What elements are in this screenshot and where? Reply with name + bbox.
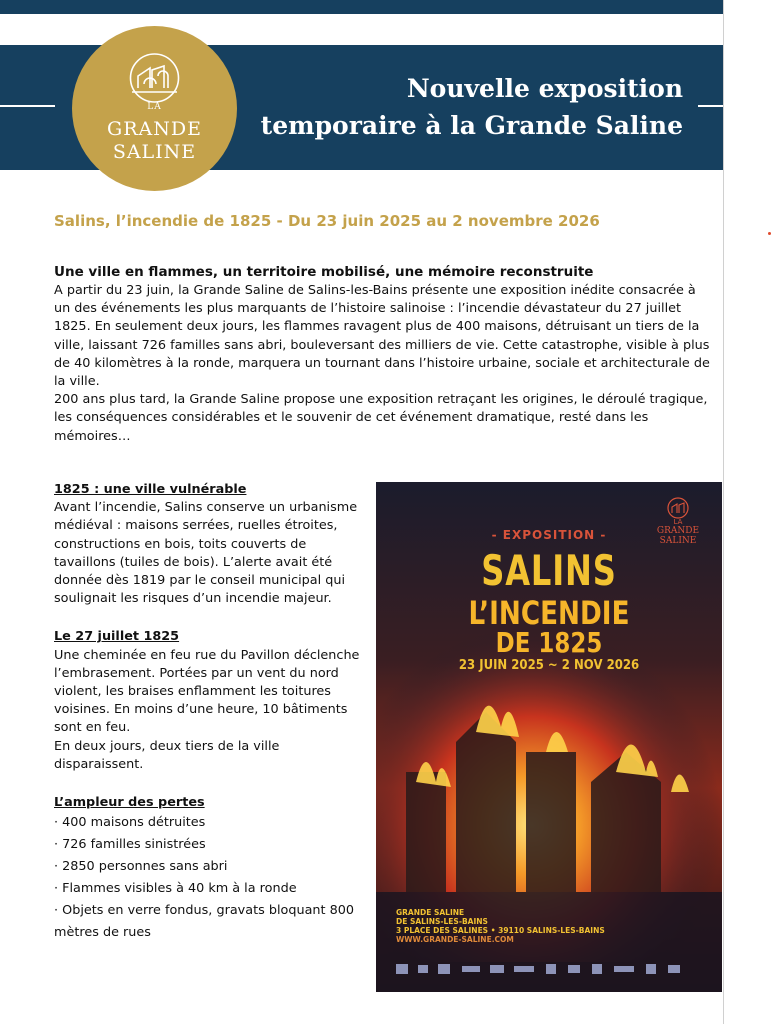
poster-title-year: DE 1825 bbox=[495, 626, 603, 659]
list-item: · Flammes visibles à 40 km à la ronde bbox=[54, 881, 297, 897]
list-item: · 726 familles sinistrées bbox=[54, 837, 206, 853]
banner-rule-right bbox=[698, 105, 723, 107]
poster-venue-2: DE SALINS-LES-BAINS bbox=[396, 917, 488, 926]
poster-venue-info bbox=[396, 908, 605, 944]
poster-url: WWW.GRANDE-SALINE.COM bbox=[396, 935, 514, 944]
saline-building-icon bbox=[663, 496, 693, 520]
list-item: · 2850 personnes sans abri bbox=[54, 859, 228, 875]
stray-dot bbox=[768, 232, 771, 235]
section-heading-july: Le 27 juillet 1825 bbox=[54, 629, 180, 645]
headline-line-2: temporaire à la Grande Saline bbox=[260, 111, 683, 140]
poster-title-salins: SALINS bbox=[481, 546, 617, 595]
list-item: · Objets en verre fondus, gravats bloquant 800 mètres de rues bbox=[54, 903, 355, 941]
partner-logos-icon bbox=[396, 962, 696, 976]
intro-heading: Une ville en flammes, un territoire mobilisé, une mémoire reconstruite bbox=[54, 264, 594, 280]
section-text-vulnerable: Avant l’incendie, Salins conserve un urbanisme médiéval : maisons serrées, ruelles étroites, constructions en bois, toits couverts de tavaillons (tuiles de bois). L’alerte avait été donnée dès 1819 par le conseil municipal qui soulignait les risques d’un incendie majeur. bbox=[54, 500, 358, 607]
poster-title-incendie: L’INCENDIE bbox=[468, 594, 630, 632]
logo-saline: SALINE bbox=[112, 141, 197, 163]
exhibition-subtitle: Salins, l’incendie de 1825 - Du 23 juin 2025 au 2 novembre 2026 bbox=[54, 212, 600, 230]
grande-saline-logo bbox=[72, 26, 237, 191]
poster-logo-saline: SALINE bbox=[659, 536, 697, 546]
poster-logo-grande: GRANDE bbox=[656, 526, 700, 536]
section-text-july-2: En deux jours, deux tiers de la ville disparaissent. bbox=[54, 738, 280, 772]
section-text-july-1: Une cheminée en feu rue du Pavillon déclenche l’embrasement. Portées par un vent du nord violent, les braises enflamment les toitures voisines. En moins d’une heure, 10 bâtiments sont en feu. bbox=[54, 647, 360, 736]
losses-list bbox=[54, 812, 364, 944]
poster-address: 3 PLACE DES SALINES • 39110 SALINS-LES-BAINS bbox=[396, 926, 605, 935]
headline-line-1: Nouvelle exposition bbox=[406, 74, 683, 103]
list-item: · 400 maisons détruites bbox=[54, 815, 206, 831]
poster-exposition: - EXPOSITION - bbox=[491, 528, 607, 542]
section-heading-losses: L’ampleur des pertes bbox=[54, 795, 205, 811]
poster-venue-1: GRANDE SALINE bbox=[396, 908, 465, 917]
logo-la: LA bbox=[147, 102, 162, 112]
top-color-bar bbox=[0, 0, 723, 14]
intro-paragraph-2: 200 ans plus tard, la Grande Saline propose une exposition retraçant les origines, le déroulé tragique, les conséquences considérables et le souvenir de cet événement dramatique, resté dans les mémoires… bbox=[54, 392, 708, 444]
intro-paragraph-1: A partir du 23 juin, la Grande Saline de Salins-les-Bains présente une exposition inédite consacrée à un des événements les plus marquants de l’histoire salinoise : l’incendie dévastateur du 27 juillet 1825. En seulement deux jours, les flammes ravagent plus de 400 maisons, détruisant un tiers de la ville, laissant 726 familles sans abri, bouleversant des milliers de vie. Cette catastrophe, visible à plus de 40 kilomètres à la ronde, marquera un tournant dans l’histoire urbaine, sociale et architecturale de la ville. bbox=[54, 283, 710, 390]
poster-logo-la: LA bbox=[673, 518, 683, 526]
exhibition-poster bbox=[376, 482, 722, 992]
poster-dates: 23 JUIN 2025 ~ 2 NOV 2026 bbox=[458, 658, 640, 673]
banner-rule-left bbox=[0, 105, 55, 107]
intro-text bbox=[54, 282, 714, 446]
section-heading-vulnerable: 1825 : une ville vulnérable bbox=[54, 482, 247, 497]
left-column bbox=[54, 481, 364, 944]
logo-grande: GRANDE bbox=[107, 118, 202, 140]
page-title bbox=[243, 70, 683, 144]
